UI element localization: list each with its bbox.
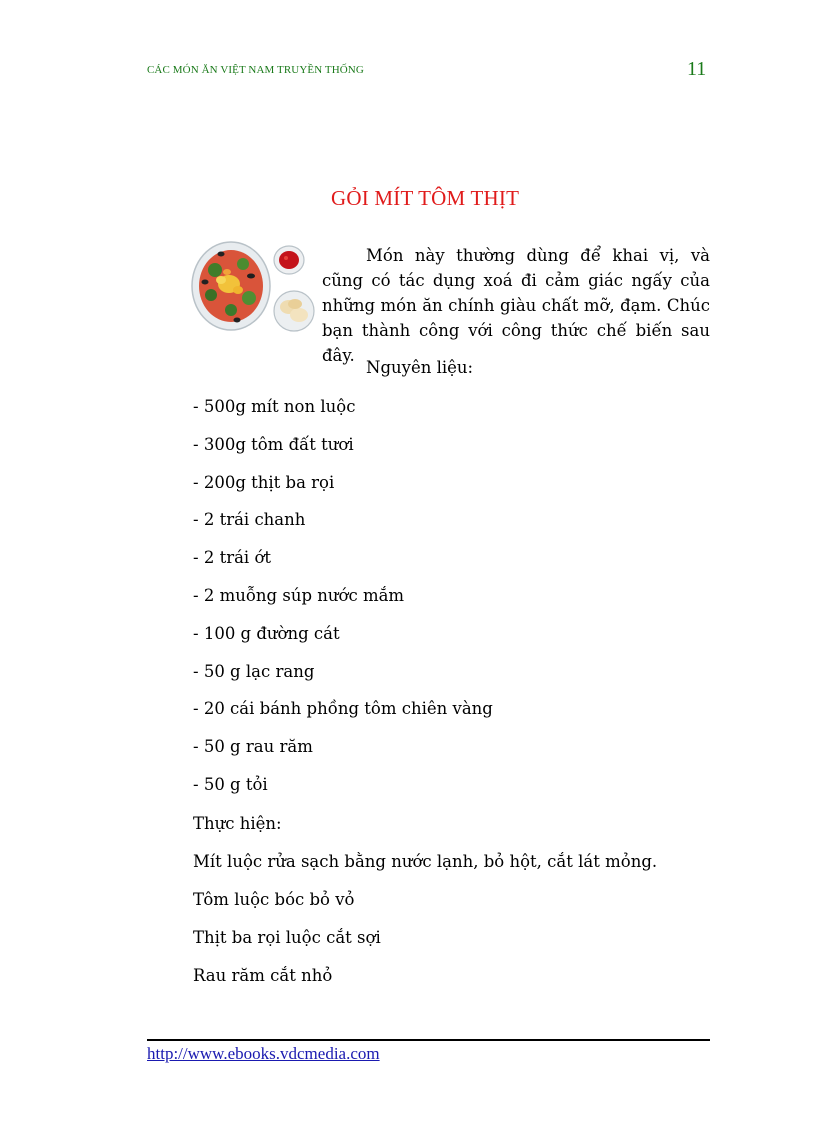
running-header: CÁC MÓN ĂN VIỆT NAM TRUYỀN THỐNG	[147, 64, 364, 76]
method-step: Tôm luộc bóc bỏ vỏ	[193, 890, 355, 909]
list-item: - 100 g đường cát	[193, 623, 340, 643]
list-item: - 200g thịt ba rọi	[193, 472, 335, 492]
list-item: - 2 trái ớt	[193, 548, 272, 568]
recipe-title: GỎI MÍT TÔM THỊT	[331, 186, 520, 210]
list-item: - 50 g rau răm	[193, 737, 313, 757]
list-item: - 300g tôm đất tươi	[193, 434, 354, 454]
ingredients-list	[193, 397, 493, 813]
recipe-intro: Món này thường dùng để khai vị, và cũng có tác dụng xoá đi cảm giác ngấy của những món ăn chính giàu chất mỡ, đạm. Chúc bạn thành công với công thức chế biến sau đây.	[322, 246, 710, 365]
method-step: Mít luộc rửa sạch bằng nước lạnh, bỏ hột, cắt lát mỏng.	[193, 852, 658, 871]
ingredients-heading: Nguyên liệu:	[366, 358, 474, 377]
method-step: Rau răm cắt nhỏ	[193, 966, 333, 985]
list-item: - 20 cái bánh phồng tôm chiên vàng	[193, 699, 493, 719]
list-item: - 2 trái chanh	[193, 510, 306, 530]
list-item: - 50 g lạc rang	[193, 661, 315, 681]
list-item: - 50 g tỏi	[193, 774, 268, 794]
list-item: - 2 muỗng súp nước mắm	[193, 585, 405, 605]
method-step: Thịt ba rọi luộc cắt sợi	[193, 928, 381, 947]
list-item: - 500g mít non luộc	[193, 397, 356, 416]
footer-divider	[147, 1039, 710, 1041]
page-number: 11	[687, 58, 707, 80]
method-heading: Thực hiện:	[193, 814, 282, 833]
dish-illustration	[191, 240, 315, 336]
footer-link[interactable]: http://www.ebooks.vdcmedia.com	[147, 1044, 380, 1063]
method-section	[193, 814, 657, 1004]
